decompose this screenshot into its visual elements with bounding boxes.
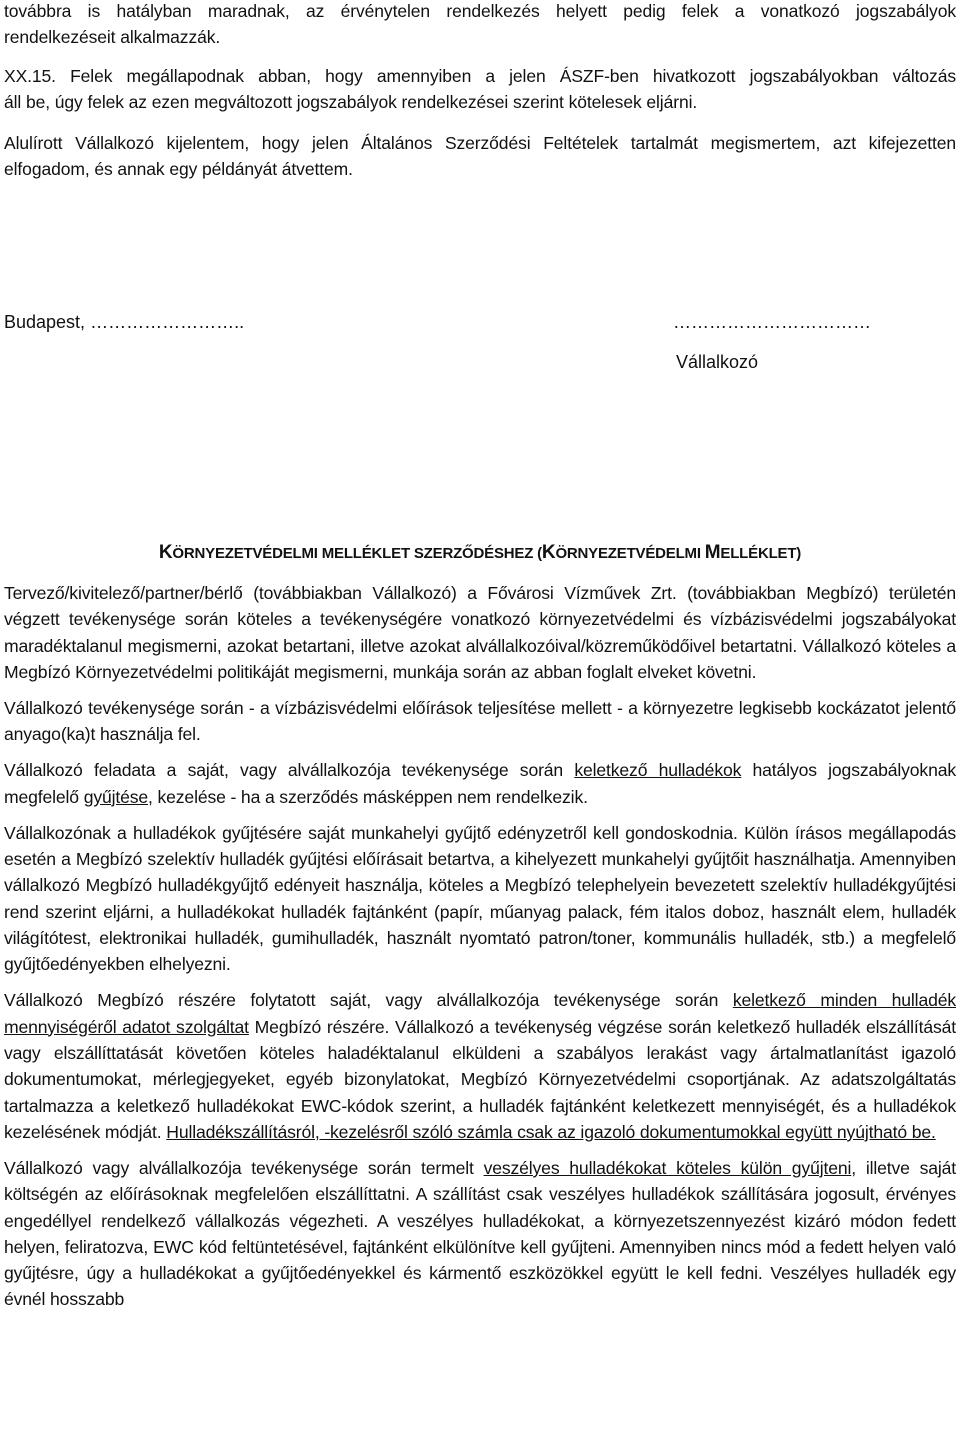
- annex-title: KÖRNYEZETVÉDELMI MELLÉKLET SZERZŐDÉSHEZ (KÖRNYEZETVÉDELMI MELLÉKLET): [158, 542, 802, 563]
- signature-line: ……………………………: [673, 312, 871, 332]
- text-line: továbbra is hatályban maradnak, az érvénytelen rendelkezés helyett pedig felek a vonatkozó jogszabályok: [4, 1, 956, 21]
- annex-paragraph-1: Tervező/kivitelező/partner/bérlő (továbbiakban Vállalkozó) a Fővárosi Vízművek Zrt. (továbbiakban Megbízó) területén végzett tevékenysége során köteles a tevékenységére vonatkozó környezetvédelmi és vízbázisvédelmi jogszabályokat maradéktalanul megismerni, azokat betartani, illetve azokat alvállalkozóival/közreműködőivel betartatni. Vállalkozó köteles a Megbízó Környezetvédelmi politikáját megismerni, munkája során az abban foglalt elveket követni.: [4, 583, 956, 682]
- declaration-paragraph: [4, 130, 956, 182]
- text-line: Alulírott Vállalkozó kijelentem, hogy jelen Általános Szerződési Feltételek tartalmát megismertem, azt kifejezetten: [4, 133, 956, 153]
- paragraph-xx15: [4, 63, 956, 115]
- annex-paragraph-3: Vállalkozó feladata a saját, vagy alvállalkozója tevékenysége során keletkező hulladékok hatályos jogszabályoknak megfelelő gyűjtése, kezelése - ha a szerződés másképpen nem rendelkezik.: [4, 760, 956, 807]
- text-line: rendelkezéseit alkalmazzák.: [4, 27, 221, 47]
- annex-paragraph-5: Vállalkozó Megbízó részére folytatott saját, vagy alvállalkozója tevékenysége során keletkező minden hulladék mennyiségéről adatot szolgáltat Megbízó részére. Vállalkozó a tevékenység végzése során keletkező hulladék elszállítását vagy elszállíttatását követően köteles haladéktalanul elküldeni a szabályos lerakást vagy ártalmatlanítást igazoló dokumentumokat, mérlegjegyeket, egyéb bizonylatokat, Megbízó Környezetvédelmi csoportjának. Az adatszolgáltatás tartalmazza a keletkező hulladékokat EWC-kódok szerint, a hulladék fajtánként keletkezett mennyiségét, és a hulladékok kezelésének módját. Hulladékszállításról, -kezelésről szóló számla csak az igazoló dokumentumokkal együtt nyújtható be.: [4, 990, 957, 1142]
- text-line: áll be, úgy felek az ezen megváltozott jogszabályok rendelkezései szerint kötelesek eljárni.: [4, 92, 698, 112]
- annex-paragraph-2: Vállalkozó tevékenysége során - a vízbázisvédelmi előírások teljesítése mellett - a környezetre legkisebb kockázatot jelentő anyago(ka)t használja fel.: [4, 697, 956, 745]
- place-date-line: Budapest, ……………………..: [4, 312, 245, 332]
- annex-paragraph-4: Vállalkozónak a hulladékok gyűjtésére saját munkahelyi gyűjtő edényzetről kell gondoskodnia. Külön írásos megállapodás esetén a Megbízó szelektív hulladék gyűjtési előírásait betartva, a kihelyezett munkahelyi gyűjtőit használhatja. Amennyiben vállalkozó Megbízó hulladékgyűjtő edényeit használja, köteles a Megbízó telephelyein bevezetett szelektív hulladékgyűjtési rend szerint eljárni, a hulladékokat hulladék fajtánként (papír, műanyag palack, fém italos doboz, használt elem, hulladék világítótest, elektronikai hulladék, gumihulladék, használt nyomtató patron/toner, kommunális hulladék, stb.) a megfelelő gyűjtőedényekben elhelyezni.: [4, 822, 956, 975]
- annex-body: [4, 580, 956, 1323]
- annex-paragraph-6: Vállalkozó vagy alvállalkozója tevékenysége során termelt veszélyes hulladékokat köteles külön gyűjteni, illetve saját költségén az előírásoknak megfelelően elszállíttatni. A szállítást csak veszélyes hulladékok szállítására jogosult, érvényes engedéllyel rendelkező vállalkozás végezheti. A veszélyes hulladékokat, a környezetszennyezést kizáró módon fedett helyen, feliratozva, EWC kód feltüntetésével, fajtánként elkülönítve kell gyűjteni. Amennyiben nincs mód a fedett helyen való gyűjtésre, úgy a hulladékokat a gyűjtőedényekkel és kármentő eszközökkel együtt le kell fedni. Veszélyes hulladék egy évnél hosszabb: [4, 1157, 957, 1310]
- text-line: elfogadom, és annak egy példányát átvettem.: [4, 159, 353, 179]
- paragraph-xx14-continuation: [4, 0, 956, 50]
- text-line: XX.15. Felek megállapodnak abban, hogy amennyiben a jelen ÁSZF-ben hivatkozott jogszabályokban változás: [4, 66, 956, 86]
- signature-label: Vállalkozó: [676, 352, 759, 372]
